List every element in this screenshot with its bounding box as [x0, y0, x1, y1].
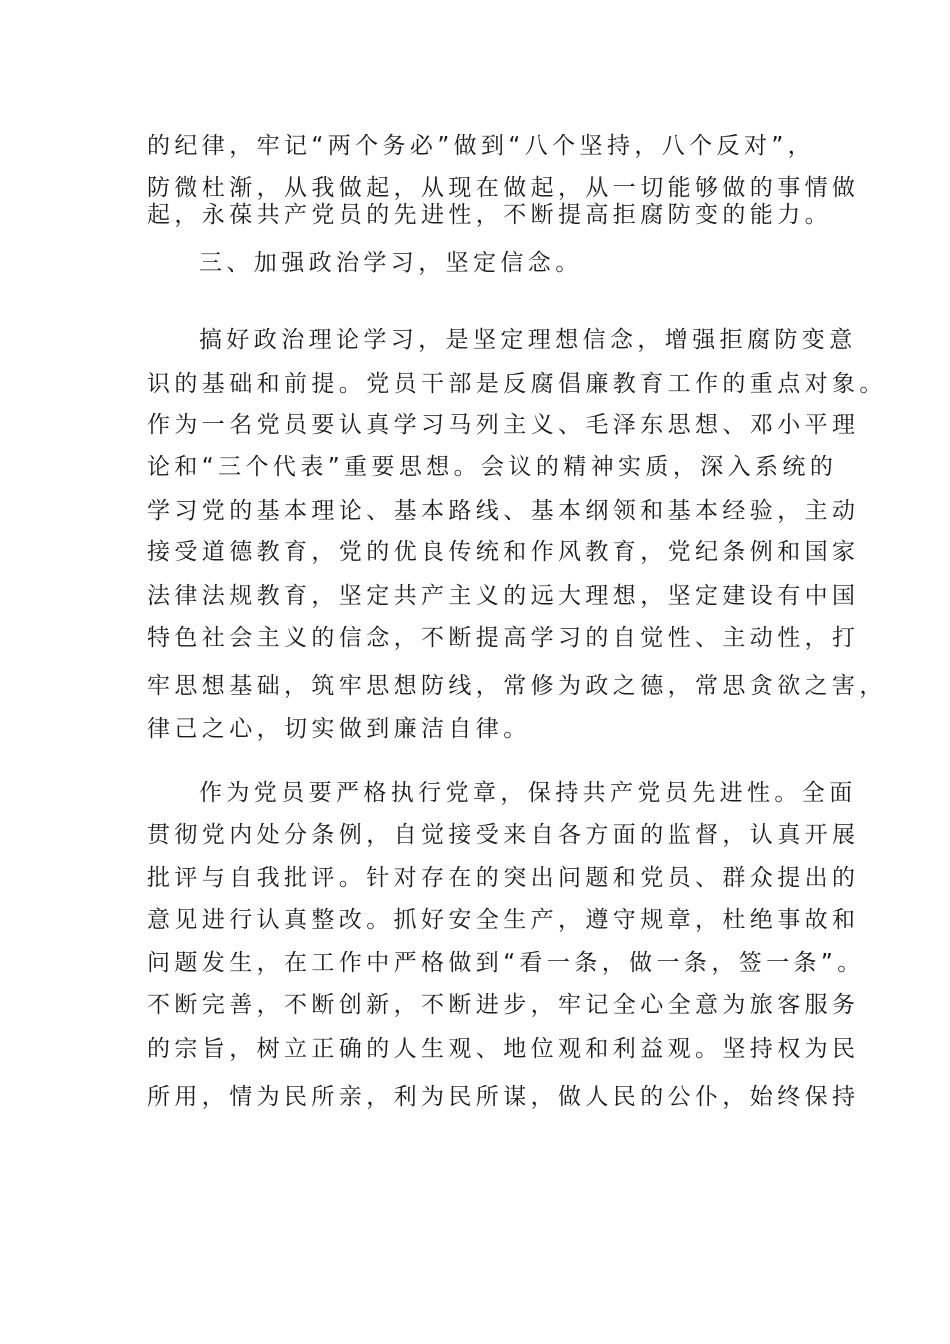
text-line: 律己之心，切实做到廉洁自律。	[147, 716, 531, 742]
text-line: 作为党员要严格执行党章，保持共产党员先进性。全面	[199, 780, 857, 806]
text-line: 的纪律，牢记“两个务必”做到“八个坚持，八个反对”，	[147, 133, 816, 159]
text-line: 接受道德教育，党的优良传统和作风教育，党纪条例和国家	[147, 539, 860, 565]
text-line: 贯彻党内处分条例，自觉接受来自各方面的监督，认真开展	[147, 822, 860, 848]
text-line: 论和“三个代表”重要思想。会议的精神实质，深入系统的	[147, 454, 838, 480]
text-line: 识的基础和前提。党员干部是反腐倡廉教育工作的重点对象。	[147, 371, 887, 397]
text-line: 特色社会主义的信念，不断提高学习的自觉性、主动性，打	[147, 625, 860, 651]
text-line: 学习党的基本理论、基本路线、基本纲领和基本经验，主动	[147, 498, 860, 524]
text-line: 牢思想基础，筑牢思想防线，常修为政之德，常思贪欲之害，	[147, 673, 887, 699]
text-line: 不断完善，不断创新，不断进步，牢记全心全意为旅客服务	[147, 992, 860, 1018]
text-line: 所用，情为民所亲，利为民所谋，做人民的公仆，始终保持	[147, 1084, 860, 1110]
text-line: 法律法规教育，坚定共产主义的远大理想，坚定建设有中国	[147, 583, 860, 609]
text-line: 起，永葆共产党员的先进性，不断提高拒腐防变的能力。	[147, 202, 832, 228]
text-line: 问题发生，在工作中严格做到“看一条，做一条，签一条”。	[147, 950, 865, 976]
text-line: 防微杜渐，从我做起，从现在做起，从一切能够做的事情做	[147, 175, 860, 201]
text-line: 作为一名党员要认真学习马列主义、毛泽东思想、邓小平理	[147, 412, 860, 438]
text-line: 搞好政治理论学习，是坚定理想信念，增强拒腐防变意	[199, 327, 857, 353]
text-line: 批评与自我批评。针对存在的突出问题和党员、群众提出的	[147, 865, 860, 891]
text-line: 的宗旨，树立正确的人生观、地位观和利益观。坚持权为民	[147, 1036, 860, 1062]
text-line: 意见进行认真整改。抓好安全生产，遵守规章，杜绝事故和	[147, 907, 860, 933]
section-heading: 三、加强政治学习，坚定信念。	[199, 250, 583, 276]
